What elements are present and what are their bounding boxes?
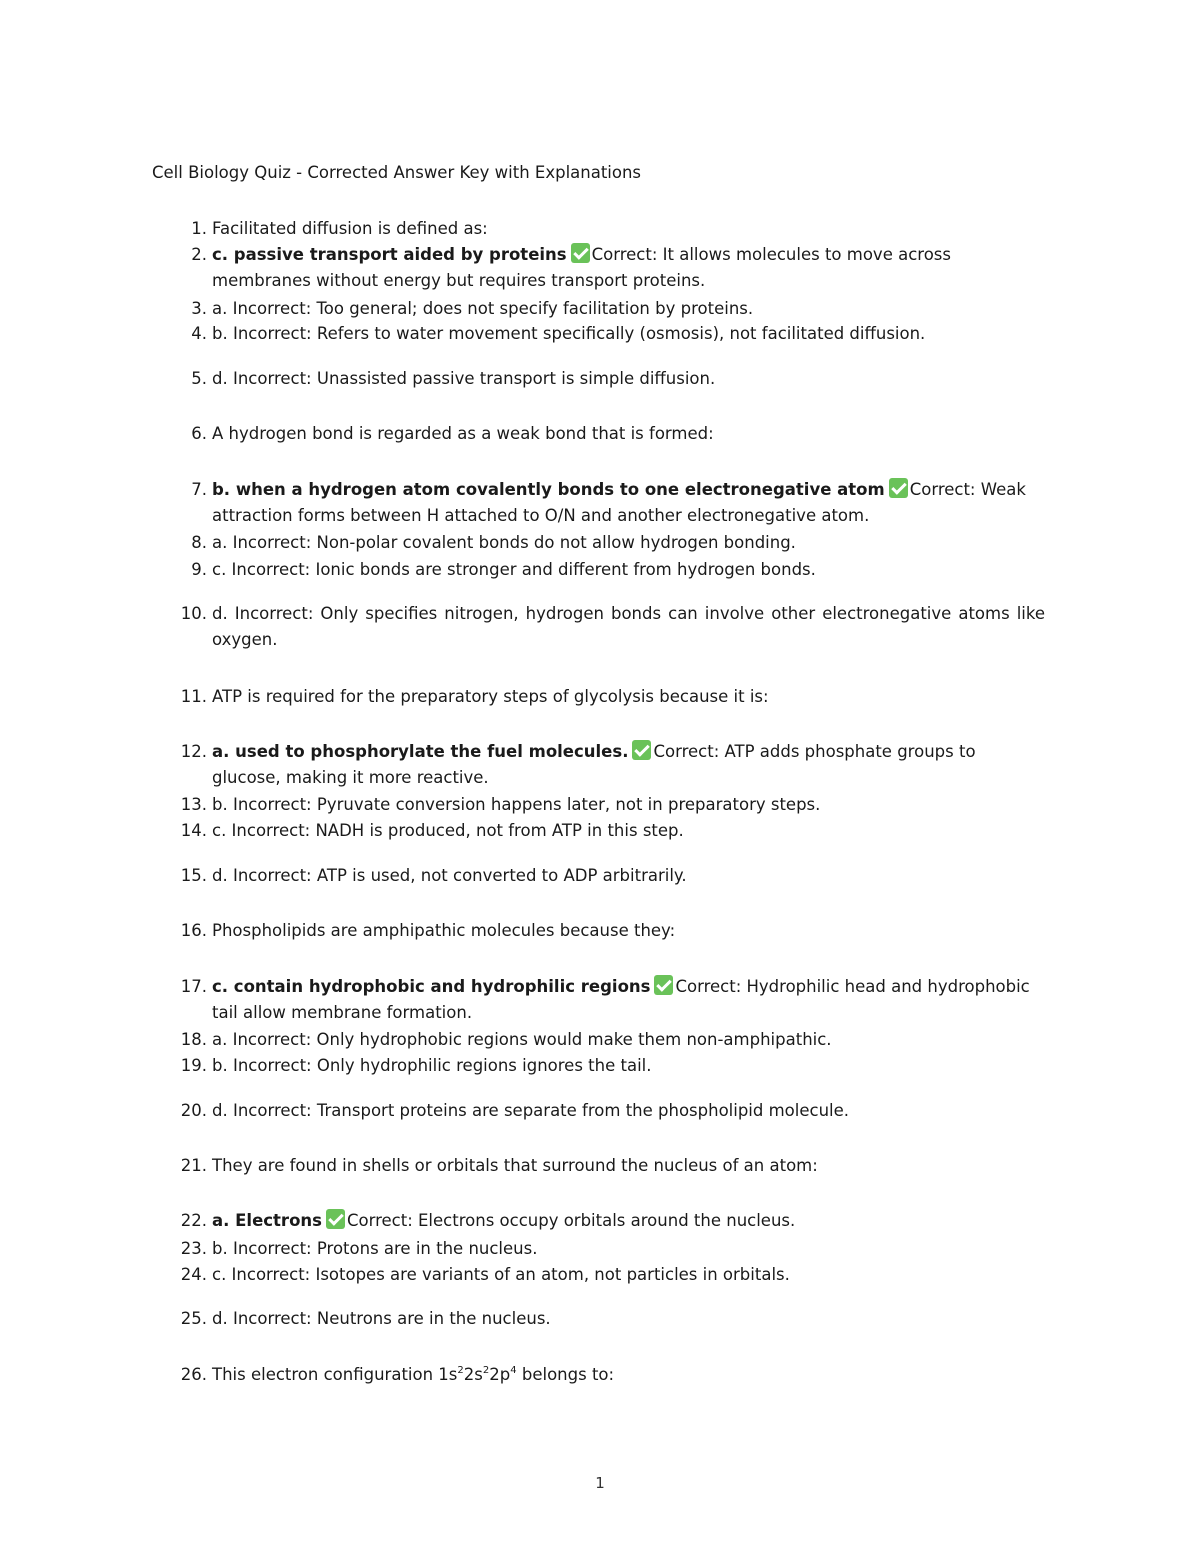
item-number: 11. bbox=[180, 687, 207, 706]
superscript: 2 bbox=[457, 1365, 464, 1376]
checkmark-icon bbox=[889, 478, 908, 498]
item-number: 14. bbox=[180, 821, 207, 840]
item-number: 16. bbox=[180, 921, 207, 940]
item-text bbox=[212, 1362, 1045, 1388]
item-number: 23. bbox=[180, 1239, 207, 1258]
item-number: 4. bbox=[191, 324, 207, 343]
answer-explanation: Correct: It allows molecules to move across membranes without energy but requires transport proteins. bbox=[212, 245, 951, 290]
item-number: 19. bbox=[180, 1056, 207, 1075]
item-text: d. Incorrect: Transport proteins are separate from the phospholipid molecule. bbox=[212, 1101, 850, 1120]
item-text: b. Incorrect: Pyruvate conversion happens later, not in preparatory steps. bbox=[212, 795, 821, 814]
item-text bbox=[212, 477, 1045, 529]
item-text bbox=[212, 739, 1045, 791]
item-number: 7. bbox=[191, 480, 207, 499]
item-text: c. Incorrect: Isotopes are variants of an atom, not particles in orbitals. bbox=[212, 1265, 790, 1284]
answer-explanation: Correct: Weak attraction forms between H attached to O/N and another electronegative atom. bbox=[212, 480, 1026, 525]
checkmark-icon bbox=[654, 975, 673, 995]
item-text: d. Incorrect: Only specifies nitrogen, hydrogen bonds can involve other electronegative atoms like oxygen. bbox=[212, 604, 1045, 649]
item-text: Facilitated diffusion is defined as: bbox=[212, 219, 488, 238]
item-number: 8. bbox=[191, 533, 207, 552]
item-number: 22. bbox=[180, 1211, 207, 1230]
item-number: 1. bbox=[191, 219, 207, 238]
document-title: Cell Biology Quiz - Corrected Answer Key with Explanations bbox=[152, 163, 642, 182]
item-text: c. Incorrect: Ionic bonds are stronger and different from hydrogen bonds. bbox=[212, 560, 816, 579]
item-text: a. Incorrect: Non-polar covalent bonds do not allow hydrogen bonding. bbox=[212, 533, 796, 552]
item-text: A hydrogen bond is regarded as a weak bond that is formed: bbox=[212, 424, 714, 443]
item-text: a. Incorrect: Too general; does not specify facilitation by proteins. bbox=[212, 299, 754, 318]
correct-answer: c. passive transport aided by proteins bbox=[212, 245, 567, 264]
item-number: 15. bbox=[180, 866, 207, 885]
item-text bbox=[212, 974, 1045, 1026]
item-text: c. Incorrect: NADH is produced, not from ATP in this step. bbox=[212, 821, 684, 840]
config-part: 2p bbox=[489, 1365, 511, 1384]
item-text: ATP is required for the preparatory steps of glycolysis because it is: bbox=[212, 687, 769, 706]
item-text: a. Incorrect: Only hydrophobic regions would make them non-amphipathic. bbox=[212, 1030, 832, 1049]
item-text: d. Incorrect: ATP is used, not converted to ADP arbitrarily. bbox=[212, 866, 687, 885]
item-text: b. Incorrect: Protons are in the nucleus. bbox=[212, 1239, 538, 1258]
config-suffix: belongs to: bbox=[516, 1365, 615, 1384]
item-text: They are found in shells or orbitals that surround the nucleus of an atom: bbox=[212, 1156, 818, 1175]
item-number: 9. bbox=[191, 560, 207, 579]
item-number: 12. bbox=[180, 742, 207, 761]
correct-answer: a. used to phosphorylate the fuel molecules. bbox=[212, 742, 629, 761]
answer-explanation: Correct: Electrons occupy orbitals around the nucleus. bbox=[346, 1211, 796, 1230]
item-number: 18. bbox=[180, 1030, 207, 1049]
item-number: 24. bbox=[180, 1265, 207, 1284]
checkmark-icon bbox=[326, 1209, 345, 1229]
item-number: 20. bbox=[180, 1101, 207, 1120]
config-part: 2s bbox=[463, 1365, 483, 1384]
item-text: Phospholipids are amphipathic molecules because they: bbox=[212, 921, 676, 940]
superscript: 4 bbox=[510, 1365, 517, 1376]
item-number: 21. bbox=[180, 1156, 207, 1175]
item-number: 10. bbox=[180, 604, 207, 623]
item-text: d. Incorrect: Neutrons are in the nucleus. bbox=[212, 1309, 551, 1328]
superscript: 2 bbox=[482, 1365, 490, 1376]
answer-explanation: Correct: Hydrophilic head and hydrophobic tail allow membrane formation. bbox=[212, 977, 1030, 1022]
item-text bbox=[212, 242, 1045, 294]
item-number: 2. bbox=[191, 245, 207, 264]
correct-answer: c. contain hydrophobic and hydrophilic regions bbox=[212, 977, 651, 996]
item-number: 17. bbox=[180, 977, 207, 996]
correct-answer: b. when a hydrogen atom covalently bonds to one electronegative atom bbox=[212, 480, 885, 499]
correct-answer: a. Electrons bbox=[212, 1211, 322, 1230]
item-text: b. Incorrect: Only hydrophilic regions ignores the tail. bbox=[212, 1056, 652, 1075]
item-number: 13. bbox=[180, 795, 207, 814]
checkmark-icon bbox=[632, 740, 651, 760]
item-text bbox=[212, 1208, 1045, 1234]
item-number: 3. bbox=[191, 299, 207, 318]
item-number: 25. bbox=[180, 1309, 207, 1328]
item-number: 5. bbox=[191, 369, 207, 388]
answer-explanation: Correct: ATP adds phosphate groups to glucose, making it more reactive. bbox=[212, 742, 976, 787]
checkmark-icon bbox=[571, 243, 590, 263]
item-number: 26. bbox=[180, 1365, 207, 1384]
page-number: 1 bbox=[595, 1474, 605, 1492]
item-number: 6. bbox=[191, 424, 207, 443]
item-text: b. Incorrect: Refers to water movement specifically (osmosis), not facilitated diffusion. bbox=[212, 324, 926, 343]
config-prefix: This electron configuration 1s bbox=[212, 1365, 458, 1384]
item-text: d. Incorrect: Unassisted passive transport is simple diffusion. bbox=[212, 369, 716, 388]
